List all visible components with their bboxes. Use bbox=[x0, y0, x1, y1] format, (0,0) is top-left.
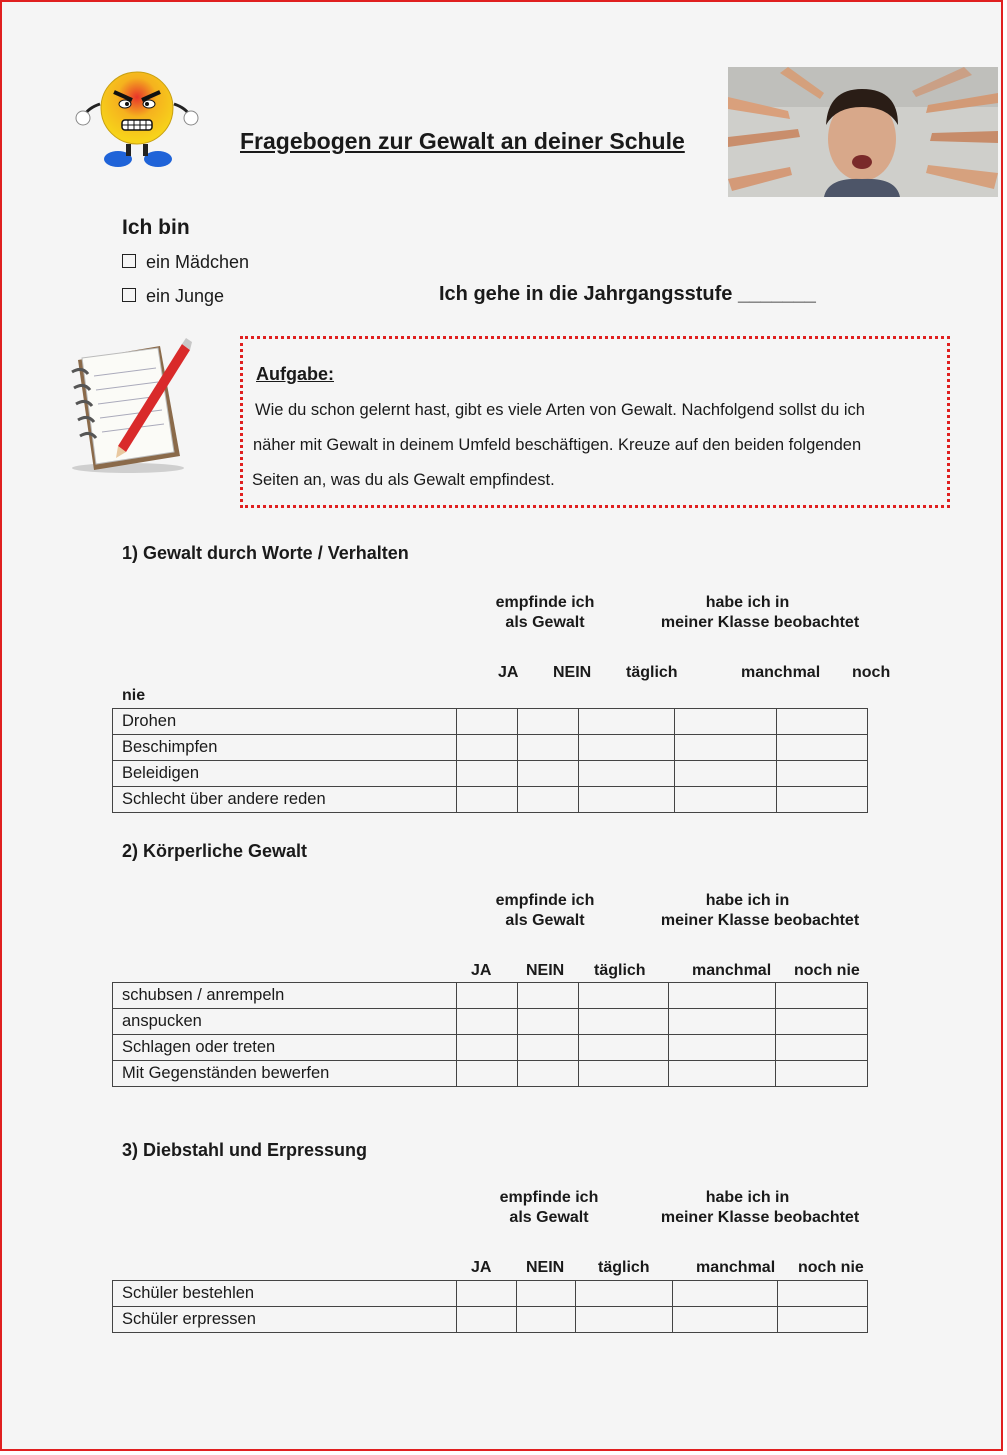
answer-cell[interactable] bbox=[578, 787, 675, 813]
answer-cell[interactable] bbox=[669, 1009, 776, 1035]
row-label: schubsen / anrempeln bbox=[113, 983, 457, 1009]
option-label: ein Junge bbox=[146, 286, 225, 306]
answer-cell[interactable] bbox=[456, 983, 517, 1009]
answer-cell[interactable] bbox=[456, 761, 517, 787]
section-title: 3) Diebstahl und Erpressung bbox=[122, 1140, 368, 1160]
answer-cell[interactable] bbox=[578, 1009, 669, 1035]
answer-cell[interactable] bbox=[778, 1307, 868, 1333]
answer-table bbox=[112, 1280, 868, 1333]
answer-cell[interactable] bbox=[776, 1061, 868, 1087]
answer-cell[interactable] bbox=[675, 761, 777, 787]
section-title: 2) Körperliche Gewalt bbox=[122, 841, 308, 861]
answer-cell[interactable] bbox=[456, 735, 517, 761]
page-title: Fragebogen zur Gewalt an deiner Schule bbox=[240, 128, 685, 154]
answer-cell[interactable] bbox=[456, 787, 517, 813]
answer-cell[interactable] bbox=[516, 1307, 576, 1333]
row-label: Mit Gegenständen bewerfen bbox=[113, 1061, 457, 1087]
table-row bbox=[113, 709, 868, 735]
column-header: NEIN bbox=[526, 962, 565, 979]
column-group-header: habe ich in meiner Klasse beobachtet bbox=[660, 1189, 860, 1226]
option-maedchen[interactable] bbox=[122, 252, 249, 273]
table-row bbox=[113, 1281, 868, 1307]
answer-cell[interactable] bbox=[578, 1035, 669, 1061]
answer-cell[interactable] bbox=[517, 709, 578, 735]
row-label: Schlecht über andere reden bbox=[113, 787, 457, 813]
column-group-header: empfinde ich als Gewalt bbox=[499, 1189, 599, 1226]
notepad-pencil-icon bbox=[64, 336, 194, 476]
answer-cell[interactable] bbox=[576, 1307, 673, 1333]
answer-cell[interactable] bbox=[675, 735, 777, 761]
column-group-header: empfinde ich als Gewalt bbox=[495, 594, 595, 631]
answer-table bbox=[112, 708, 868, 813]
grade-field[interactable]: Ich gehe in die Jahrgangsstufe _______ bbox=[439, 283, 816, 305]
answer-cell[interactable] bbox=[777, 735, 868, 761]
answer-cell[interactable] bbox=[776, 983, 868, 1009]
answer-cell[interactable] bbox=[578, 709, 675, 735]
answer-cell[interactable] bbox=[578, 983, 669, 1009]
task-line: Wie du schon gelernt hast, gibt es viele Arten von Gewalt. Nachfolgend sollst du ich bbox=[255, 401, 865, 419]
column-header: JA bbox=[471, 962, 492, 979]
column-header: noch nie bbox=[794, 962, 860, 979]
answer-cell[interactable] bbox=[576, 1281, 673, 1307]
table-row bbox=[113, 761, 868, 787]
option-junge[interactable] bbox=[122, 286, 224, 307]
answer-cell[interactable] bbox=[675, 787, 777, 813]
answer-cell[interactable] bbox=[776, 1035, 868, 1061]
checkbox-icon[interactable] bbox=[122, 288, 136, 302]
table-row bbox=[113, 735, 868, 761]
column-header: noch bbox=[852, 664, 891, 681]
answer-cell[interactable] bbox=[517, 1061, 578, 1087]
row-label: Schüler erpressen bbox=[113, 1307, 457, 1333]
column-header: JA bbox=[471, 1259, 492, 1276]
column-header: täglich bbox=[626, 664, 678, 681]
table-row bbox=[113, 1035, 868, 1061]
table-row bbox=[113, 1009, 868, 1035]
angry-smiley-icon bbox=[70, 64, 202, 172]
table-row bbox=[113, 787, 868, 813]
column-group-header: habe ich in meiner Klasse beobachtet bbox=[660, 594, 860, 631]
answer-cell[interactable] bbox=[516, 1281, 576, 1307]
answer-cell[interactable] bbox=[517, 983, 578, 1009]
answer-cell[interactable] bbox=[777, 709, 868, 735]
answer-cell[interactable] bbox=[517, 761, 578, 787]
answer-cell[interactable] bbox=[776, 1009, 868, 1035]
row-label: Schlagen oder treten bbox=[113, 1035, 457, 1061]
column-header: täglich bbox=[598, 1259, 650, 1276]
answer-cell[interactable] bbox=[669, 983, 776, 1009]
answer-cell[interactable] bbox=[578, 761, 675, 787]
answer-cell[interactable] bbox=[517, 787, 578, 813]
answer-cell[interactable] bbox=[456, 1281, 516, 1307]
answer-cell[interactable] bbox=[456, 1061, 517, 1087]
column-header: manchmal bbox=[696, 1259, 776, 1276]
column-header: täglich bbox=[594, 962, 646, 979]
ich-bin-label: Ich bin bbox=[122, 216, 190, 239]
section-title: 1) Gewalt durch Worte / Verhalten bbox=[122, 543, 409, 563]
task-line: Seiten an, was du als Gewalt empfindest. bbox=[252, 471, 555, 489]
column-header: NEIN bbox=[526, 1259, 565, 1276]
task-heading: Aufgabe: bbox=[256, 364, 334, 384]
answer-cell[interactable] bbox=[669, 1061, 776, 1087]
answer-cell[interactable] bbox=[578, 1061, 669, 1087]
answer-cell[interactable] bbox=[517, 735, 578, 761]
answer-cell[interactable] bbox=[456, 1035, 517, 1061]
answer-cell[interactable] bbox=[673, 1281, 778, 1307]
answer-cell[interactable] bbox=[456, 709, 517, 735]
answer-cell[interactable] bbox=[778, 1281, 868, 1307]
checkbox-icon[interactable] bbox=[122, 254, 136, 268]
answer-cell[interactable] bbox=[669, 1035, 776, 1061]
row-label: Drohen bbox=[113, 709, 457, 735]
answer-cell[interactable] bbox=[517, 1009, 578, 1035]
bullying-photo bbox=[728, 67, 998, 197]
column-header: manchmal bbox=[741, 664, 821, 681]
answer-cell[interactable] bbox=[673, 1307, 778, 1333]
column-group-header: habe ich in meiner Klasse beobachtet bbox=[660, 892, 860, 929]
column-header: JA bbox=[498, 664, 519, 681]
answer-cell[interactable] bbox=[456, 1307, 516, 1333]
answer-cell[interactable] bbox=[456, 1009, 517, 1035]
column-header: nie bbox=[122, 687, 146, 704]
row-label: Schüler bestehlen bbox=[113, 1281, 457, 1307]
answer-cell[interactable] bbox=[675, 709, 777, 735]
table-row bbox=[113, 1307, 868, 1333]
answer-cell[interactable] bbox=[777, 761, 868, 787]
option-label: ein Mädchen bbox=[146, 252, 250, 272]
task-line: näher mit Gewalt in deinem Umfeld beschäftigen. Kreuze auf den beiden folgenden bbox=[253, 436, 862, 454]
column-header: NEIN bbox=[553, 664, 592, 681]
answer-table bbox=[112, 982, 868, 1087]
column-group-header: empfinde ich als Gewalt bbox=[495, 892, 595, 929]
table-row bbox=[113, 1061, 868, 1087]
answer-cell[interactable] bbox=[578, 735, 675, 761]
row-label: Beleidigen bbox=[113, 761, 457, 787]
row-label: anspucken bbox=[113, 1009, 457, 1035]
answer-cell[interactable] bbox=[517, 1035, 578, 1061]
row-label: Beschimpfen bbox=[113, 735, 457, 761]
table-row bbox=[113, 983, 868, 1009]
column-header: noch nie bbox=[798, 1259, 864, 1276]
column-header: manchmal bbox=[692, 962, 772, 979]
answer-cell[interactable] bbox=[777, 787, 868, 813]
